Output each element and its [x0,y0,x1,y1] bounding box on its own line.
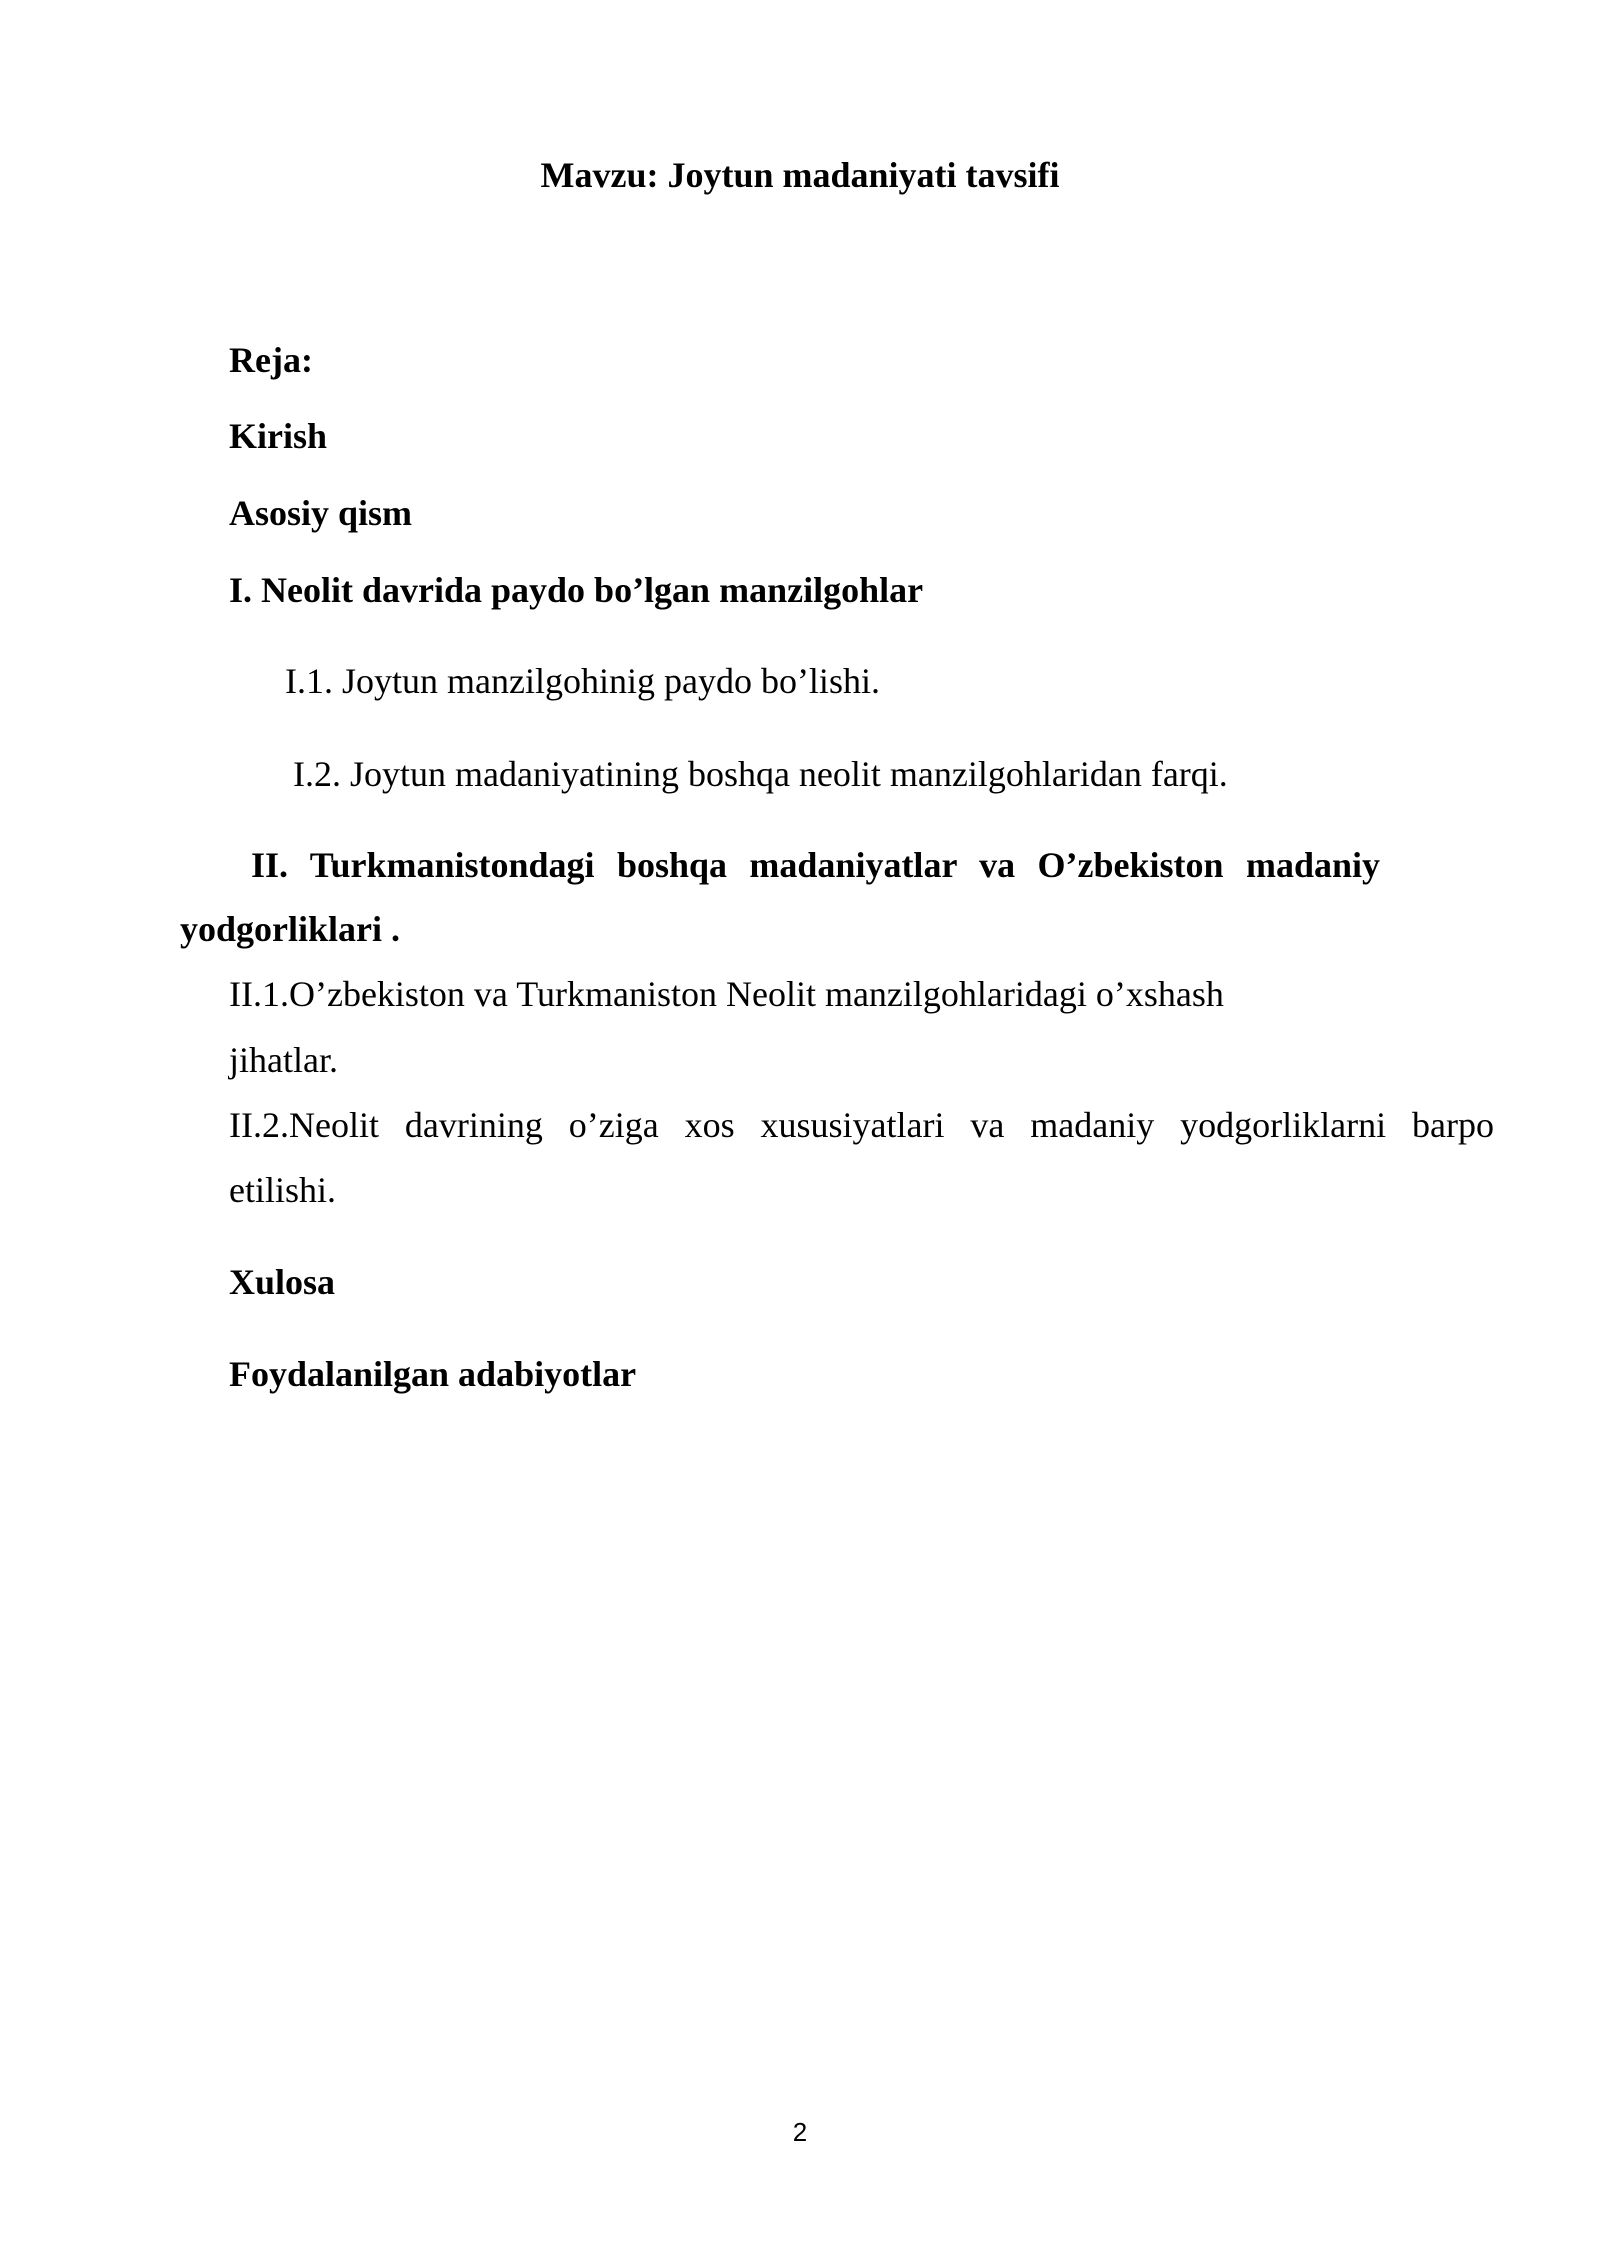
section-1-subsection-2: I.2. Joytun madaniyatining boshqa neolit manzilgohlaridan farqi. [293,754,1228,794]
page-number: 2 [792,2117,808,2147]
section-1-subsection-1: I.1. Joytun manzilgohinig paydo bo’lishi. [285,661,880,701]
plan-heading: Reja: [229,340,313,380]
conclusion-heading: Xulosa [229,1262,336,1302]
references-heading: Foydalanilgan adabiyotlar [229,1354,637,1394]
intro-heading: Kirish [229,416,328,456]
section-2-heading-line-2: yodgorliklari . [180,909,401,949]
section-2-subsection-2-line-1: II.2.Neolit davrining o’ziga xos xususiyatlari va madaniy yodgorliklarni barpo [229,1105,1494,1145]
section-1-heading: I. Neolit davrida paydo bo’lgan manzilgohlar [229,570,924,610]
main-part-heading: Asosiy qism [229,493,413,533]
section-2-subsection-1-line-2: jihatlar. [229,1040,338,1080]
section-2-subsection-2-line-2: etilishi. [229,1170,336,1210]
section-2-subsection-1-line-1: II.1.O’zbekiston va Turkmaniston Neolit manzilgohlaridagi o’xshash [229,974,1224,1014]
document-title: Mavzu: Joytun madaniyati tavsifi [540,155,1060,195]
section-2-heading-line-1: II. Turkmanistondagi boshqa madaniyatlar va O’zbekiston madaniy [251,845,1380,885]
